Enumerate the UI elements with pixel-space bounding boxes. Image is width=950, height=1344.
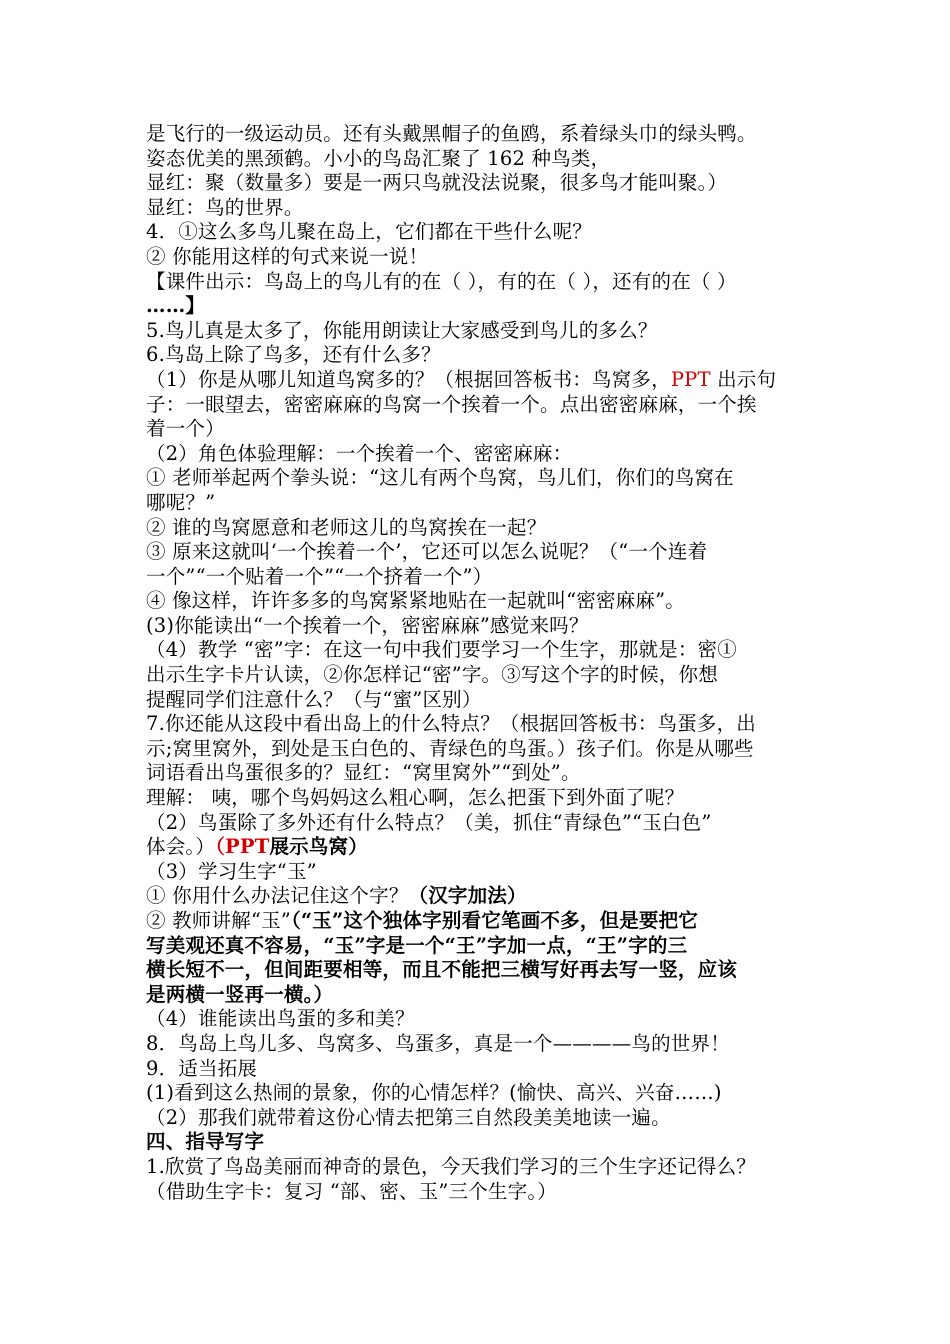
text-segment: 出示句 (710, 367, 777, 391)
text-line: 7.你还能从这段中看出岛上的什么特点？（根据回答板书：鸟蛋多，出 (146, 712, 757, 736)
text-line (146, 368, 826, 393)
text-line: 横长短不一，但间距要相等，而且不能把三横写好再去写一竖，应该 (146, 958, 738, 982)
text-segment: （ (215, 835, 226, 859)
text-segment: （1）你是从哪儿知道鸟窝多的？（根据回答板书：鸟窝多， (146, 367, 671, 391)
text-line: (1)看到这么热闹的景象，你的心情怎样？(愉快、高兴、兴奋……) (146, 1081, 722, 1105)
text-segment: 展示鸟窝） (269, 835, 368, 859)
text-line: 5.鸟儿真是太多了，你能用朗读让大家感受到鸟儿的多么？ (146, 318, 658, 342)
text-line: （3）学习生字“玉” (146, 859, 317, 883)
text-line: 显红：聚（数量多）要是一两只鸟就没法说聚，很多鸟才能叫聚。） (146, 171, 728, 195)
text-line: 着一个） (146, 417, 225, 441)
text-line: 【课件出示：鸟岛上的鸟儿有的在（ ），有的在（ ），还有的在（ ） (146, 269, 737, 293)
text-line: 词语看出鸟蛋很多的？显红：“窝里窝外”“到处”。 (146, 761, 581, 785)
text-line: （4）教学 “密”字：在这一句中我们要学习一个生字，那就是：密① (146, 638, 737, 662)
section-heading: 四、指导写字 (146, 1130, 265, 1154)
text-line: 哪呢？” (146, 490, 216, 514)
text-line: 8．鸟岛上鸟儿多、鸟窝多、鸟蛋多，真是一个————鸟的世界！ (146, 1031, 730, 1055)
text-segment: ① 你用什么办法记住这个字？ (146, 884, 409, 908)
text-line: 子：一眼望去，密密麻麻的鸟窝一个挨着一个。点出密密麻麻，一个挨 (146, 392, 757, 416)
text-segment: （“玉”这个独体字别看它笔画不多，但是要把它 (290, 909, 699, 932)
text-line: ② 你能用这样的句式来说一说！ (146, 244, 429, 268)
text-line: 出示生字卡片认读，②你怎样记“密”字。③写这个字的时候，你想 (146, 663, 718, 687)
text-line: （借助生字卡：复习 “部、密、玉”三个生字。） (146, 1179, 557, 1203)
text-line: ③ 原来这就叫‘一个挨着一个’，它还可以怎么说呢？（“一个连着 (146, 540, 708, 564)
ppt-label: PPT (670, 367, 711, 391)
text-line: 6.鸟岛上除了鸟多，还有什么多？ (146, 343, 441, 367)
text-line: (3)你能读出“一个挨着一个，密密麻麻”感觉来吗？ (146, 613, 589, 637)
text-line: （2）角色体验理解：一个挨着一个、密密麻麻： (146, 441, 573, 465)
text-line (146, 835, 826, 860)
text-line: ② 谁的鸟窝愿意和老师这儿的鸟窝挨在一起？ (146, 515, 547, 539)
text-line: 是飞行的一级运动员。还有头戴黑帽子的鱼鸥，系着绿头巾的绿头鸭。 (146, 122, 757, 145)
text-line: 9．适当拓展 (146, 1056, 258, 1080)
text-line: 示;窝里窝外，到处是玉白色的、青绿色的鸟蛋。）孩子们。你是从哪些 (146, 736, 754, 760)
text-line: 提醒同学们注意什么？（与“蜜”区别） (146, 687, 482, 711)
text-line: ④ 像这样，许许多多的鸟窝紧紧地贴在一起就叫“密密麻麻”。 (146, 589, 685, 613)
ppt-label: PPT (225, 835, 270, 859)
text-line: （2）鸟蛋除了多外还有什么特点？（美，抓住“青绿色”“玉白色” (146, 810, 712, 834)
text-line: 是两横一竖再一横。） (146, 982, 334, 1006)
text-line: 4．①这么多鸟儿聚在岛上，它们都在干些什么呢？ (146, 220, 593, 244)
document-body (146, 122, 826, 1204)
text-line: 显红：鸟的世界。 (146, 195, 304, 219)
text-line (146, 909, 826, 934)
text-line: 一个”“一个贴着一个”“一个挤着一个”） (146, 564, 493, 588)
text-line: 1.欣赏了鸟岛美丽而神奇的景色，今天我们学习的三个生字还记得么？ (146, 1154, 757, 1178)
text-line: 写美观还真不容易，“玉”字是一个“王”字加一点，“王”字的三 (146, 933, 688, 957)
text-segment: 体会。） (146, 835, 216, 859)
text-segment: ② 教师讲解“玉” (146, 909, 291, 932)
text-line: （2）那我们就带着这份心情去把第三自然段美美地读一遍。 (146, 1105, 671, 1129)
text-line: ① 老师举起两个拳头说：“这儿有两个鸟窝，鸟儿们，你们的鸟窝在 (146, 466, 734, 490)
text-line: 姿态优美的黑颈鹤。小小的鸟岛汇聚了 162 种鸟类， (146, 146, 611, 170)
text-line: 理解： 咦，哪个鸟妈妈这么粗心啊，怎么把蛋下到外面了呢？ (146, 786, 685, 810)
text-line (146, 884, 826, 909)
text-line: （4）谁能读出鸟蛋的多和美？ (146, 1007, 415, 1031)
text-line: ……】 (146, 294, 206, 318)
text-segment: （汉字加法） (408, 884, 527, 908)
